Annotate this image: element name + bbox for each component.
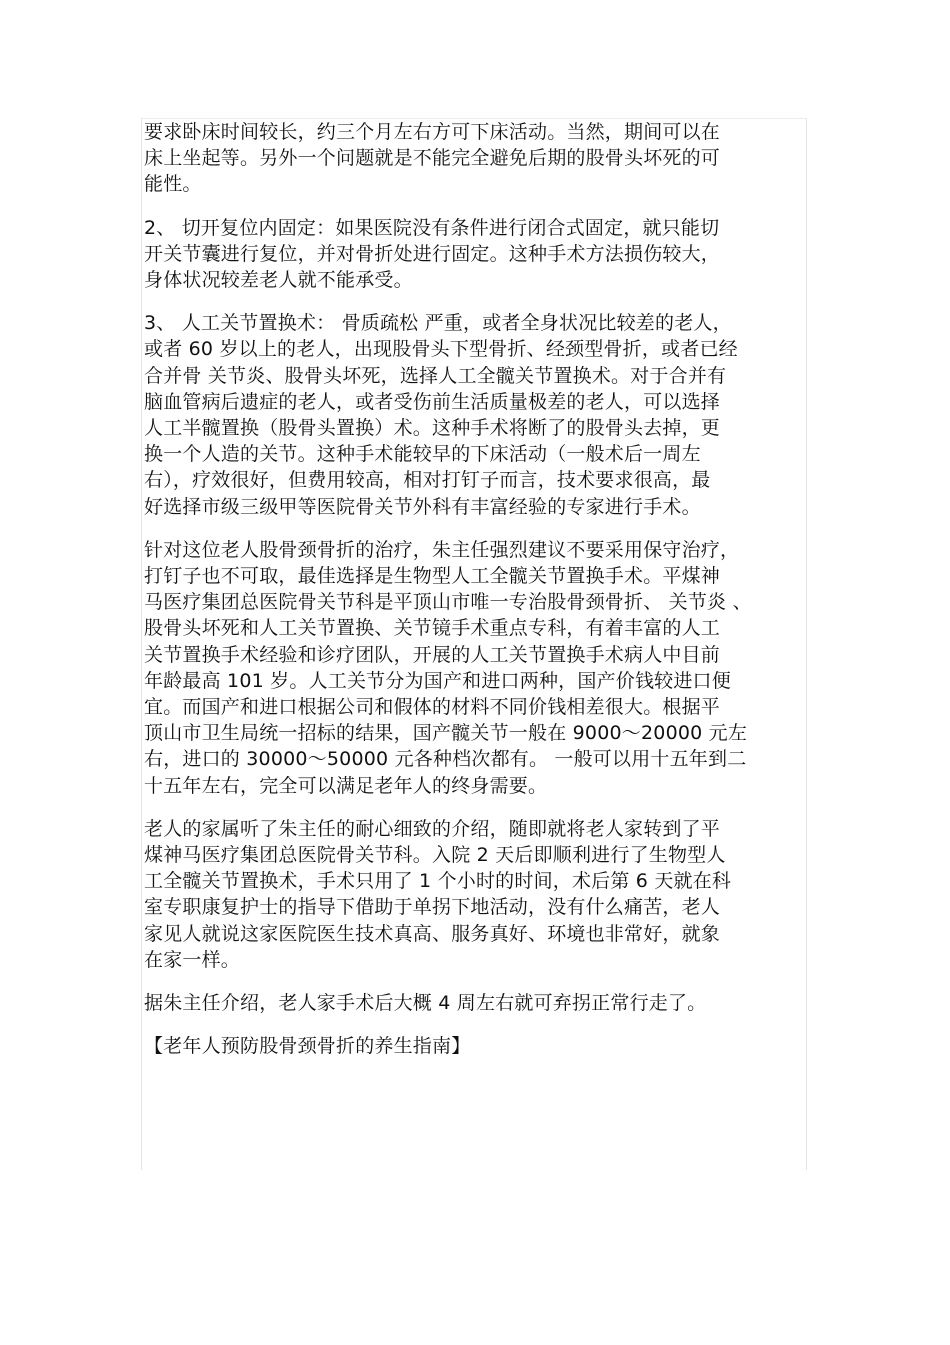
text-line: 【老年人预防股骨颈骨折的养生指南】: [144, 1035, 471, 1058]
text-line: 打钉子也不可取，最佳选择是生物型人工全髋关节置换手术。平煤神: [144, 565, 721, 588]
text-line: 脑血管病后遗症的老人，或者受伤前生活质量极差的老人，可以选择: [144, 390, 721, 413]
text-line: 顶山市卫生局统一招标的结果，国产髋关节一般在 9000～20000 元左: [144, 722, 748, 745]
text-line: 换一个人造的关节。这种手术能较早的下床活动（一般术后一周左: [144, 443, 701, 466]
text-line: 人工半髋置换（股骨头置换）术。这种手术将断了的股骨头去掉，更: [144, 417, 721, 440]
document-body: [144, 119, 824, 1077]
text-line: 或者 60 岁以上的老人，出现股骨头下型骨折、经颈型骨折，或者已经: [144, 338, 738, 361]
paragraph-4: [144, 537, 824, 799]
text-line: 在家一样。: [144, 948, 241, 971]
text-line: 工全髋关节置换术，手术只用了 1 个小时的时间，术后第 6 天就在科: [144, 870, 732, 893]
text-line: 关节置换手术经验和诊疗团队，开展的人工关节置换手术病人中目前: [144, 643, 721, 666]
paragraph-1: [144, 119, 824, 198]
text-line: 针对这位老人股骨颈骨折的治疗，朱主任强烈建议不要采用保守治疗，: [144, 538, 740, 561]
text-line: 家见人就说这家医院医生技术真高、服务真好、环境也非常好，就象: [144, 922, 721, 945]
text-line: 2、 切开复位内固定：如果医院没有条件进行闭合式固定，就只能切: [144, 216, 720, 239]
text-line: 要求卧床时间较长，约三个月左右方可下床活动。当然，期间可以在: [144, 121, 721, 143]
text-line: 开关节囊进行复位，并对骨折处进行固定。这种手术方法损伤较大，: [144, 242, 721, 265]
text-line: 床上坐起等。另外一个问题就是不能完全避免后期的股骨头坏死的可: [144, 147, 721, 170]
text-line: 宜。而国产和进口根据公司和假体的材料不同价钱相差很大。根据平: [144, 696, 721, 719]
text-line: 马医疗集团总医院骨关节科是平顶山市唯一专治股骨颈骨折、 关节炎 、: [144, 591, 752, 614]
text-line: 好选择市级三级甲等医院骨关节外科有丰富经验的专家进行手术。: [144, 495, 701, 518]
text-line: 煤神马医疗集团总医院骨关节科。入院 2 天后即顺利进行了生物型人: [144, 844, 726, 867]
text-line: 年龄最高 101 岁。人工关节分为国产和进口两种，国产价钱较进口便: [144, 669, 731, 692]
text-line: 3、 人工关节置换术： 骨质疏松 严重，或者全身状况比较差的老人，: [144, 312, 732, 335]
paragraph-5: [144, 816, 824, 973]
text-line: 据朱主任介绍，老人家手术后大概 4 周左右就可弃拐正常行走了。: [144, 992, 707, 1015]
text-line: 股骨头坏死和人工关节置换、关节镜手术重点专科，有着丰富的人工: [144, 617, 721, 640]
text-line: 右，进口的 30000～50000 元各种档次都有。 一般可以用十五年到二: [144, 748, 747, 771]
paragraph-7: [144, 1033, 824, 1059]
text-line: 合并骨 关节炎、股骨头坏死，选择人工全髋关节置换术。对于合并有: [144, 364, 727, 387]
paragraph-6: [144, 990, 824, 1016]
text-line: 能性。: [144, 173, 202, 196]
text-line: 十五年左右，完全可以满足老年人的终身需要。: [144, 774, 548, 797]
text-line: 右），疗效很好，但费用较高，相对打钉子而言，技术要求很高，最: [144, 469, 711, 492]
text-line: 老人的家属听了朱主任的耐心细致的介绍，随即就将老人家转到了平: [144, 817, 721, 840]
paragraph-2: [144, 215, 824, 294]
paragraph-3: [144, 310, 824, 520]
text-line: 身体状况较差老人就不能承受。: [144, 269, 413, 292]
text-line: 室专职康复护士的指导下借助于单拐下地活动，没有什么痛苦，老人: [144, 896, 721, 919]
